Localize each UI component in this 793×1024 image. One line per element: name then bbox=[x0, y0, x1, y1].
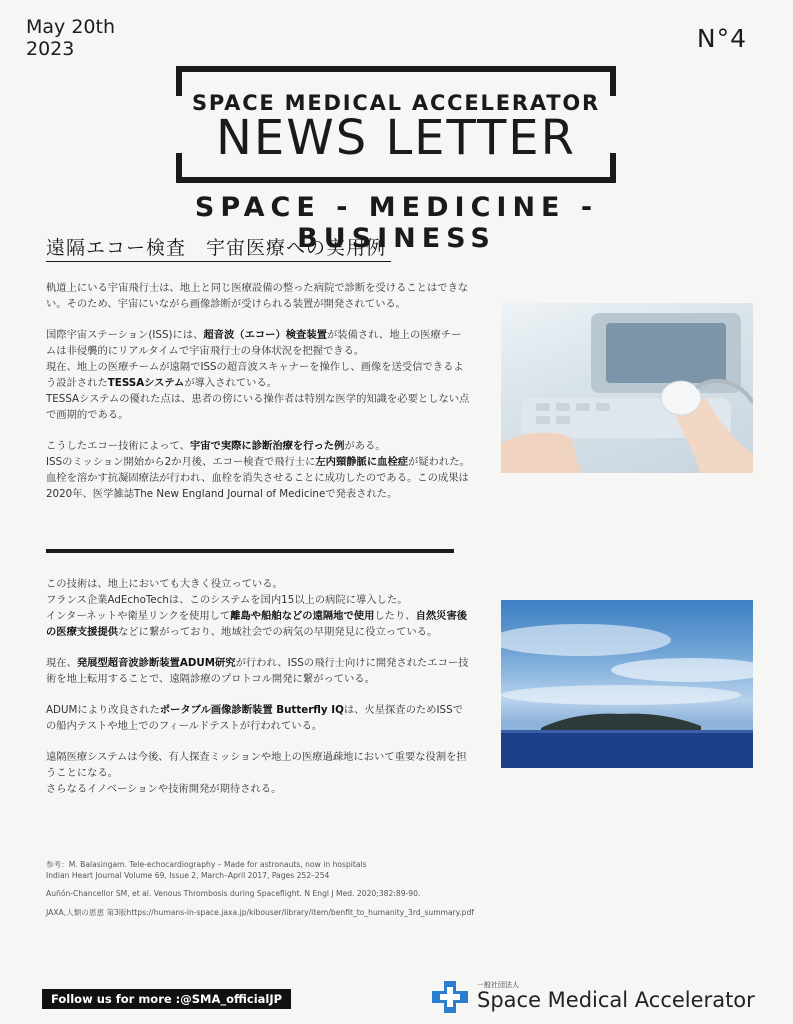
paragraph bbox=[46, 702, 470, 734]
body-text: さらなるイノベーションや技術開発が期待される。 bbox=[46, 783, 282, 795]
emphasis-text: ポータブル画像診断装置 Butterfly IQ bbox=[159, 704, 344, 716]
article-headline: 遠隔エコー検査 宇宙医療への実用例 bbox=[46, 237, 387, 259]
body-text: がある。 bbox=[344, 440, 386, 452]
emphasis-text: 離島や船舶などの遠隔地で使用 bbox=[230, 610, 375, 622]
tagline: SPACE - MEDICINE - BUSINESS bbox=[194, 192, 599, 254]
paragraph bbox=[46, 655, 470, 687]
paragraph bbox=[46, 576, 470, 640]
body-text: は、火星探査のためISSでの船内テストや地上でのフィールドテストが行われている。 bbox=[46, 704, 463, 732]
body-text: などに繋がっており、地域社会での病気の早期発見に役立っている。 bbox=[118, 626, 438, 638]
emphasis-text: 左内頸静脈に血栓症 bbox=[315, 456, 409, 468]
body-text: この技術は、地上においても大きく役立っている。 bbox=[46, 578, 283, 590]
reference-text: Indian Heart Journal Volume 69, Issue 2, March–April 2017, Pages 252–254 bbox=[46, 870, 330, 880]
cross-logo-icon bbox=[430, 979, 470, 1015]
reference-2: Auñón-Chancellor SM, et al. Venous Thrombosis during Spaceflight. N Engl J Med. 2020;382:89-90. bbox=[46, 889, 421, 898]
date-year: 2023 bbox=[26, 38, 75, 60]
body-text: ADUMにより改良された bbox=[46, 704, 160, 716]
issue-number: N°4 bbox=[696, 24, 747, 53]
follow-banner[interactable]: Follow us for more :@SMA_officialJP bbox=[42, 989, 291, 1009]
paragraph bbox=[46, 749, 470, 797]
body-text: インターネットや衛星リンクを使用して bbox=[46, 610, 231, 622]
emphasis-text: 自然災害後の医療支援提供 bbox=[46, 610, 468, 638]
body-text: が行われ、ISSの飛行士向けに開発されたエコー技術を地上転用することで、遠隔診療のプロトコル開発に繋がっている。 bbox=[46, 657, 469, 685]
island-photo bbox=[501, 600, 753, 768]
body-text: ISSのミッション開始から2か月後、エコー検査で飛行士に bbox=[46, 456, 316, 468]
paragraph bbox=[46, 327, 470, 423]
body-text: 遠隔医療システムは今後、有人探査ミッションや地上の医療過疎地において重要な役割を担うことになる。 bbox=[46, 751, 467, 779]
body-text: したり、 bbox=[374, 610, 416, 622]
body-text: 国際宇宙ステーション(ISS)には、 bbox=[46, 329, 204, 341]
ultrasound-photo bbox=[501, 303, 753, 473]
body-text: こうしたエコー技術によって、 bbox=[46, 440, 190, 452]
issue-date bbox=[26, 16, 115, 60]
date-day: May 20th bbox=[26, 16, 115, 38]
body-text: 現在、地上の医療チームが遠隔でISSの超音波スキャナーを操作し、画像を送受信できるよう設計された bbox=[46, 361, 464, 389]
reference-text: 参考：M. Balasingam. Tele-echocardiography – Made for astronauts, now in hospitals bbox=[46, 860, 367, 869]
paragraph: 軌道上にいる宇宙飛行士は、地上と同じ医療設備の整った病院で診断を受けることはできない。そのため、宇宙にいながら画像診断が受けられる装置が開発されている。 bbox=[46, 282, 469, 310]
emphasis-text: TESSAシステム bbox=[107, 377, 185, 389]
masthead-kicker: SPACE MEDICAL ACCELERATOR bbox=[191, 91, 601, 115]
article-section-1 bbox=[46, 280, 470, 517]
body-text: フランス企業AdEchoTechは、このシステムを国内15以上の病院に導入した。 bbox=[46, 594, 408, 606]
emphasis-text: 宇宙で実際に診断治療を行った例 bbox=[189, 440, 345, 452]
emphasis-text: 超音波（エコー）検査装置 bbox=[203, 329, 327, 341]
paragraph bbox=[46, 438, 470, 502]
body-text: TESSAシステムの優れた点は、患者の傍にいる操作者は特別な医学的知識を必要としない点で画期的である。 bbox=[46, 393, 470, 421]
org-name: Space Medical Accelerator bbox=[477, 988, 755, 1012]
reference-3: JAXA,人類の恩恵 第3版https://humans-in-space.jaxa.jp/kibouser/library/item/benfit_to_humanity_3rd_summary.pdf bbox=[46, 907, 474, 917]
references bbox=[46, 860, 606, 926]
emphasis-text: 発展型超音波診断装置ADUM研究 bbox=[76, 657, 236, 669]
headline-underline bbox=[46, 261, 391, 262]
body-text: が導入されている。 bbox=[184, 377, 278, 389]
reference-1 bbox=[46, 860, 606, 881]
island-illustration bbox=[501, 600, 753, 768]
section-divider bbox=[46, 549, 454, 553]
body-text: が疑われた。血栓を溶かす抗凝固療法が行われ、血栓を消失させることに成功したのである。この成果は2020年、医学雑誌The New England Journal of Medicineで発表された。 bbox=[46, 456, 470, 500]
masthead-title: NEWS LETTER bbox=[216, 110, 576, 166]
org-type: 一般社団法人 bbox=[477, 981, 519, 989]
ultrasound-illustration bbox=[501, 303, 753, 473]
body-text: が装備され、地上の医療チームは非侵襲的にリアルタイムで宇宙飛行士の身体状況を把握できる。 bbox=[46, 329, 462, 357]
article-section-2 bbox=[46, 576, 470, 812]
body-text: 現在、 bbox=[46, 657, 77, 669]
